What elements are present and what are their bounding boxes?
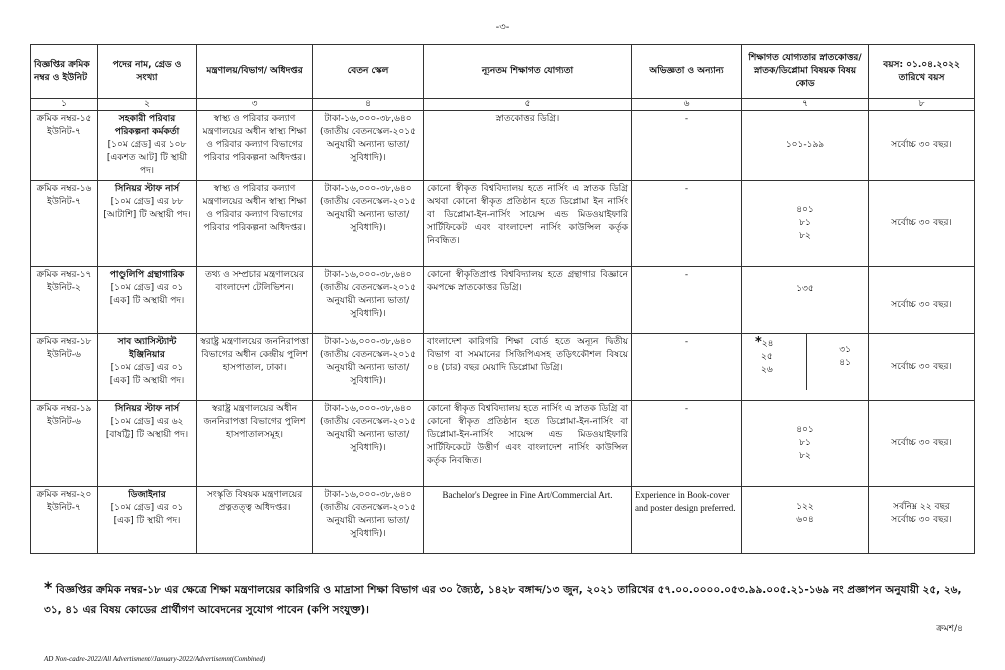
footnote-text: বিজ্ঞপ্তির ক্রমিক নম্বর-১৮ এর ক্ষেত্রে শিক্ষা মন্ত্রণালয়ের কারিগরি ও মাদ্রাসা শিক্ষা বিভাগ এর ৩০ জ্যৈষ্ঠ, ১৪২৮ বঙ্গাব্দ/১৩ জুন, ২০২১ তারিখের ৫৭.০০.০০০০.০৫৩.৯৯.০০৫.২১-১৬৯ নং প্রজ্ঞাপন অনুযায়ী ২৫, ২৬, ৩১, ৪১ এর বিষয় কোডের প্রার্থীগণ আবেদনের সুযোগ পাবেন (কপি সংযুক্ত)। [44,584,962,616]
post-title: সিনিয়র স্টাফ নার্স [114,404,180,414]
age-cell: সর্বোচ্চ ৩০ বছর। [869,181,975,267]
post-detail: [১০ম গ্রেড] এর ৬২ [বাষট্টি] টি অস্থায়ী পদ। [105,417,189,440]
post-title: সিনিয়র স্টাফ নার্স [114,184,180,194]
vacancy-table [30,44,975,554]
post-title: পাণ্ডুলিপি গ্রন্থাগারিক [109,270,185,280]
post-detail: [১০ম গ্রেড] এর ৮৮ [আটাশি] টি অস্থায়ী পদ। [103,197,191,220]
experience-cell: - [632,401,742,487]
table-row [31,111,975,181]
post-cell [98,181,197,267]
experience-cell: - [632,267,742,334]
post-detail: [১০ম গ্রেড] এর ১০৮ [একশত আট] টি স্থায়ী পদ। [106,140,188,176]
subject-code: ১২২ [796,502,814,512]
post-detail: [১০ম গ্রেড] এর ০১ [এক] টি অস্থায়ী পদ। [109,363,185,386]
post-detail: [১০ম গ্রেড] এর ০১ [এক] টি স্থায়ী পদ। [110,503,184,526]
scale-cell: টাকা-১৬,০০০-৩৮,৬৪০ (জাতীয় বেতনস্কেল-২০১৫ অনুযায়ী অন্যান্য ভাতা/সুবিধাদি)। [313,334,424,401]
subject-code: ৮২ [799,231,811,241]
serial-cell: ক্রমিক নম্বর-১৯ ইউনিট-৬ [31,401,98,487]
subject-code: ৮১ [799,218,811,228]
experience-cell: Experience in Book-cover and poster design preferred. [632,487,742,554]
col-number: ১ [31,99,98,111]
subject-code: ২৪ [761,339,774,349]
col-number: ৫ [424,99,632,111]
post-title: সাব অ্যাসিস্ট্যান্ট ইঞ্জিনিয়ার [117,337,177,360]
header-post: পদের নাম, গ্রেড ও সংখ্যা [98,45,197,99]
col-number: ৩ [197,99,313,111]
table-row [31,487,975,554]
subject-code-group-right [839,336,851,390]
qualification-cell: বাংলাদেশ কারিগরি শিক্ষা বোর্ড হতে অন্যূন দ্বিতীয় বিভাগ বা সমমানের সিজিপিএসহ তড়িৎকৌশল বিষয়ে ০৪ (চার) বছর মেয়াদি ডিপ্লোমা ডিগ্রি। [424,334,632,401]
subject-code: ৪১ [839,358,851,368]
age-min: সর্বনিম্ন ২২ বছর [893,502,950,512]
age-cell [869,487,975,554]
table-row [31,267,975,334]
age-cell: সর্বোচ্চ ৩০ বছর। [869,334,975,401]
header-subject-code: শিক্ষাগত যোগ্যতার স্নাতকোত্তর/স্নাতক/ডিপ্লোমা বিষয়ক বিষয় কোড [742,45,869,99]
subject-code-cell [742,487,869,554]
star-marker: * [755,335,762,350]
post-detail: [১০ম গ্রেড] এর ০১ [এক] টি অস্থায়ী পদ। [109,283,185,306]
subject-code-group-left [755,336,774,390]
qualification-cell: কোনো স্বীকৃত বিশ্ববিদ্যালয় হতে নার্সিং এ স্নাতক ডিগ্রি বা কোনো স্বীকৃত প্রতিষ্ঠান হতে ডিপ্লোমা-ইন-নার্সিং বা ডিপ্লোমা-ইন-নার্সিং সায়েন্স এন্ড মিডওয়াইফারি সার্টিফিকেটে উত্তীর্ণ এবং বাংলাদেশ নার্সিং কাউন্সিল কর্তৃক নিবন্ধিত। [424,401,632,487]
subject-code: ৩১ [839,345,851,355]
subject-code: ৪০১ [796,205,814,215]
col-number: ২ [98,99,197,111]
post-cell [98,487,197,554]
subject-code: ৪০১ [796,425,814,435]
ministry-cell: স্বাস্থ্য ও পরিবার কল্যাণ মন্ত্রণালয়ের অধীন স্বাস্থ্য শিক্ষা ও পরিবার কল্যাণ বিভাগের পরিবার পরিকল্পনা অধিদপ্তর। [197,111,313,181]
header-age: বয়স: ০১.০৪.২০২২ তারিখে বয়স [869,45,975,99]
ministry-cell: স্বরাষ্ট্র মন্ত্রণালয়ের জননিরাপত্তা বিভাগের অধীন কেন্দ্রীয় পুলিশ হাসপাতাল, ঢাকা। [197,334,313,401]
col-number: ৬ [632,99,742,111]
header-serial: বিজ্ঞপ্তির ক্রমিক নম্বর ও ইউনিট [31,45,98,99]
page-number: -৩- [495,22,510,33]
qualification-cell: Bachelor's Degree in Fine Art/Commercial Art. [424,487,632,554]
post-title: ডিজাইনার [128,490,166,500]
footer-reference: AD Non-cadre-2022/All Advertisment//January-2022/Advertisemnt(Combined) [44,655,266,663]
code-divider [806,334,807,390]
col-number: ৭ [742,99,869,111]
post-cell [98,267,197,334]
experience-cell: - [632,111,742,181]
header-qualification: ন্যূনতম শিক্ষাগত যোগ্যতা [424,45,632,99]
serial-cell: ক্রমিক নম্বর-১৬ ইউনিট-৭ [31,181,98,267]
header-row [31,45,975,99]
scale-cell: টাকা-১৬,০০০-৩৮,৬৪০ (জাতীয় বেতনস্কেল-২০১৫ অনুযায়ী অন্যান্য ভাতা/সুবিধাদি)। [313,267,424,334]
serial-cell: ক্রমিক নম্বর-২০ ইউনিট-৭ [31,487,98,554]
subject-code: ২৫ [761,352,773,362]
subject-code-cell [742,181,869,267]
post-cell [98,334,197,401]
serial-cell: ক্রমিক নম্বর-১৮ ইউনিট-৬ [31,334,98,401]
age-cell: সর্বোচ্চ ৩০ বছর। [869,267,975,334]
post-cell [98,111,197,181]
age-max: সর্বোচ্চ ৩০ বছর। [891,515,952,525]
col-number: ৮ [869,99,975,111]
qualification-cell: কোনো স্বীকৃত বিশ্ববিদ্যালয় হতে নার্সিং এ স্নাতক ডিগ্রি অথবা কোনো স্বীকৃত প্রতিষ্ঠান হতে ডিপ্লোমা ইন নার্সিং বা ডিপ্লোমা-ইন-নার্সিং সায়েন্স এন্ড মিডওয়াইফারি সার্টিফিকেট এবং বাংলাদেশ নার্সিং কাউন্সিল কর্তৃক নিবন্ধিত। [424,181,632,267]
header-ministry: মন্ত্রণালয়/বিভাগ/ অধিদপ্তর [197,45,313,99]
qualification-cell: স্নাতকোত্তর ডিগ্রি। [424,111,632,181]
column-number-row [31,99,975,111]
footnote [44,578,974,620]
subject-code-cell: ১৩৫ [742,267,869,334]
ministry-cell: সংস্কৃতি বিষয়ক মন্ত্রণালয়ের প্রত্নতত্ত্ব অধিদপ্তর। [197,487,313,554]
subject-code-cell [742,334,869,401]
footnote-star: * [44,578,53,597]
subject-code-cell: ১০১-১৯৯ [742,111,869,181]
age-cell: সর্বোচ্চ ৩০ বছর। [869,401,975,487]
table-row [31,181,975,267]
subject-code: ৮১ [799,438,811,448]
subject-code: ২৬ [761,365,773,375]
post-cell [98,401,197,487]
subject-code: ৬০৪ [796,515,814,525]
scale-cell: টাকা-১৬,০০০-৩৮,৬৪০ (জাতীয় বেতনস্কেল-২০১৫ অনুযায়ী অন্যান্য ভাতা/সুবিধাদি)। [313,111,424,181]
experience-cell: - [632,181,742,267]
subject-code-cell [742,401,869,487]
table-row [31,401,975,487]
subject-code: ৮২ [799,451,811,461]
serial-cell: ক্রমিক নম্বর-১৭ ইউনিট-২ [31,267,98,334]
serial-cell: ক্রমিক নম্বর-১৫ ইউনিট-৭ [31,111,98,181]
continued-marker: ক্রমশ/৪ [936,624,963,634]
scale-cell: টাকা-১৬,০০০-৩৮,৬৪০ (জাতীয় বেতনস্কেল-২০১৫ অনুযায়ী অন্যান্য ভাতা/সুবিধাদি)। [313,401,424,487]
ministry-cell: স্বরাষ্ট্র মন্ত্রণালয়ের অধীন জননিরাপত্তা বিভাগের পুলিশ হাসপাতালসমূহ। [197,401,313,487]
table-row [31,334,975,401]
scale-cell: টাকা-১৬,০০০-৩৮,৬৪০ (জাতীয় বেতনস্কেল-২০১৫ অনুযায়ী অন্যান্য ভাতা/সুবিধাদি)। [313,181,424,267]
scale-cell: টাকা-১৬,০০০-৩৮,৬৪০ (জাতীয় বেতনস্কেল-২০১৫ অনুযায়ী অন্যান্য ভাতা/সুবিধাদি)। [313,487,424,554]
header-scale: বেতন স্কেল [313,45,424,99]
experience-cell: - [632,334,742,401]
ministry-cell: স্বাস্থ্য ও পরিবার কল্যাণ মন্ত্রণালয়ের অধীন স্বাস্থ্য শিক্ষা ও পরিবার কল্যাণ বিভাগের পরিবার পরিকল্পনা অধিদপ্তর। [197,181,313,267]
col-number: ৪ [313,99,424,111]
qualification-cell: কোনো স্বীকৃতিপ্রাপ্ত বিশ্ববিদ্যালয় হতে গ্রন্থাগার বিজ্ঞানে কমপক্ষে স্নাতকোত্তর ডিগ্রি। [424,267,632,334]
age-cell: সর্বোচ্চ ৩০ বছর। [869,111,975,181]
ministry-cell: তথ্য ও সম্প্রচার মন্ত্রণালয়ের বাংলাদেশ টেলিভিশন। [197,267,313,334]
post-title: সহকারী পরিবার পরিকল্পনা কর্মকর্তা [114,114,180,137]
header-experience: অভিজ্ঞতা ও অন্যান্য [632,45,742,99]
